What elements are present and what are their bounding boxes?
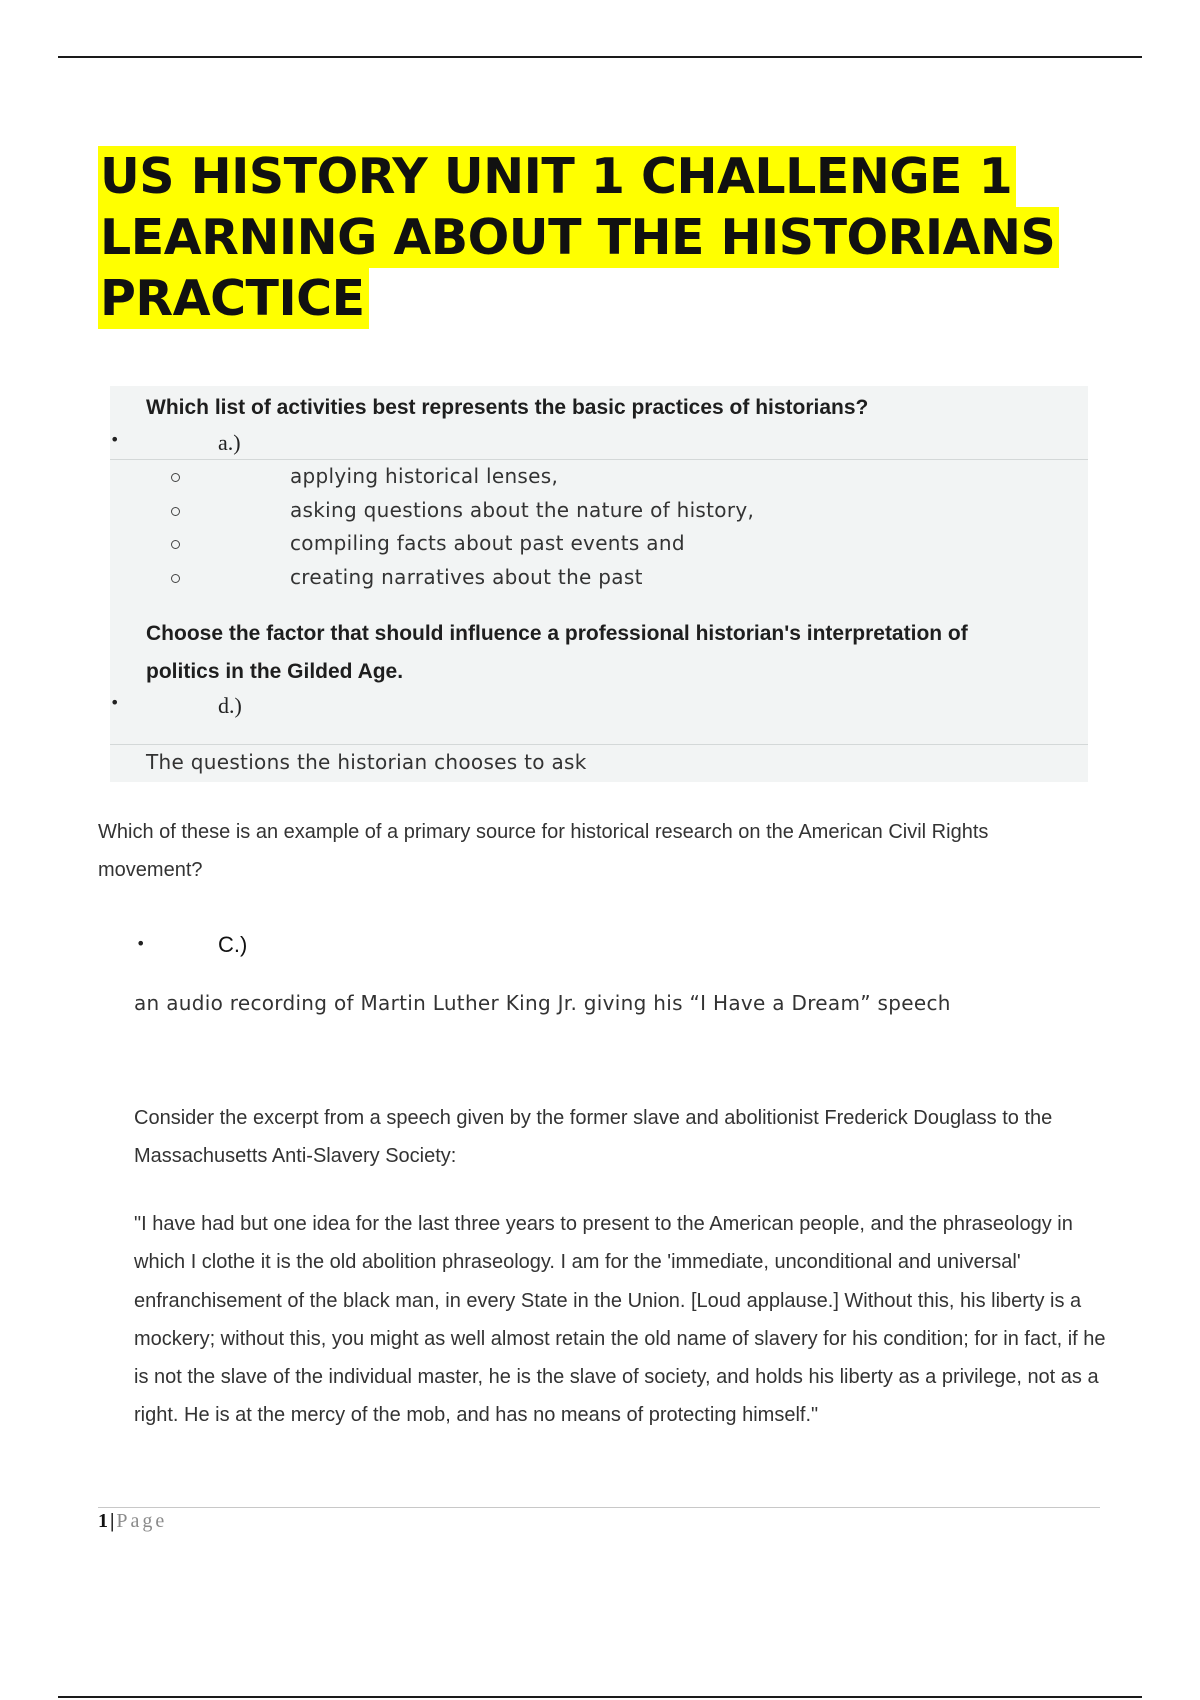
page-number: 1 (98, 1510, 108, 1532)
option-marker-4 (171, 574, 180, 583)
page-title (98, 146, 1118, 329)
option-marker-1 (171, 473, 180, 482)
question-1-bullet: • (110, 430, 120, 449)
title-line-3: PRACTICE (98, 268, 369, 329)
page-footer (98, 1510, 167, 1533)
question-2-line-2: politics in the Gilded Age. (146, 660, 404, 683)
question-3-answer: an audio recording of Martin Luther King Jr. giving his “I Have a Dream” speech (134, 991, 951, 1015)
answer-divider-2 (110, 744, 1088, 745)
douglass-quote: "I have had but one idea for the last three years to present to the American people, and the phraseology in which I clothe it is the old abolition phraseology. I am for the 'immediate, unconditional and universal' enfranchisement of the black man, in every State in the Union. [Loud applause.] Without this, his liberty is a mockery; without this, you might as well almost retain the old name of slavery for his condition; for in fact, if he is not the slave of the individual master, he is the slave of society, and holds his liberty as a privilege, not as a right. He is at the mercy of the mob, and has no means of protecting himself." (134, 1213, 1106, 1427)
answer-divider-1 (110, 459, 1088, 460)
footer-rule (98, 1507, 1100, 1508)
question-4-intro: Consider the excerpt from a speech given by the former slave and abolitionist Frederick Douglass to the Massachusetts Anti-Slavery Society: (134, 1107, 1053, 1167)
option-4: creating narratives about the past (290, 565, 643, 589)
question-2-answer: The questions the historian chooses to ask (146, 750, 587, 774)
question-1-text: Which list of activities best represents the basic practices of historians? (146, 396, 869, 419)
question-2-answer-letter: d.) (218, 693, 242, 718)
question-2-line-1: Choose the factor that should influence a professional historian's interpretation of (146, 622, 968, 645)
option-marker-2 (171, 507, 180, 516)
question-3-text: Which of these is an example of a primary source for historical research on the American Civil Rights movement? (98, 821, 989, 881)
option-3: compiling facts about past events and (290, 531, 685, 555)
option-marker-3 (171, 540, 180, 549)
question-3-bullet: • (136, 934, 146, 953)
question-1-answer-letter: a.) (218, 430, 241, 455)
page-label: Page (116, 1510, 168, 1532)
question-2-bullet: • (110, 693, 120, 712)
title-line-1: US HISTORY UNIT 1 CHALLENGE 1 (98, 146, 1016, 207)
option-1: applying historical lenses, (290, 464, 559, 488)
top-rule (58, 56, 1142, 58)
option-2: asking questions about the nature of history, (290, 498, 755, 522)
bottom-rule (58, 1696, 1142, 1698)
question-3-answer-letter: C.) (218, 932, 248, 957)
title-line-2: LEARNING ABOUT THE HISTORIANS (98, 207, 1059, 268)
footer-separator: | (110, 1510, 115, 1532)
